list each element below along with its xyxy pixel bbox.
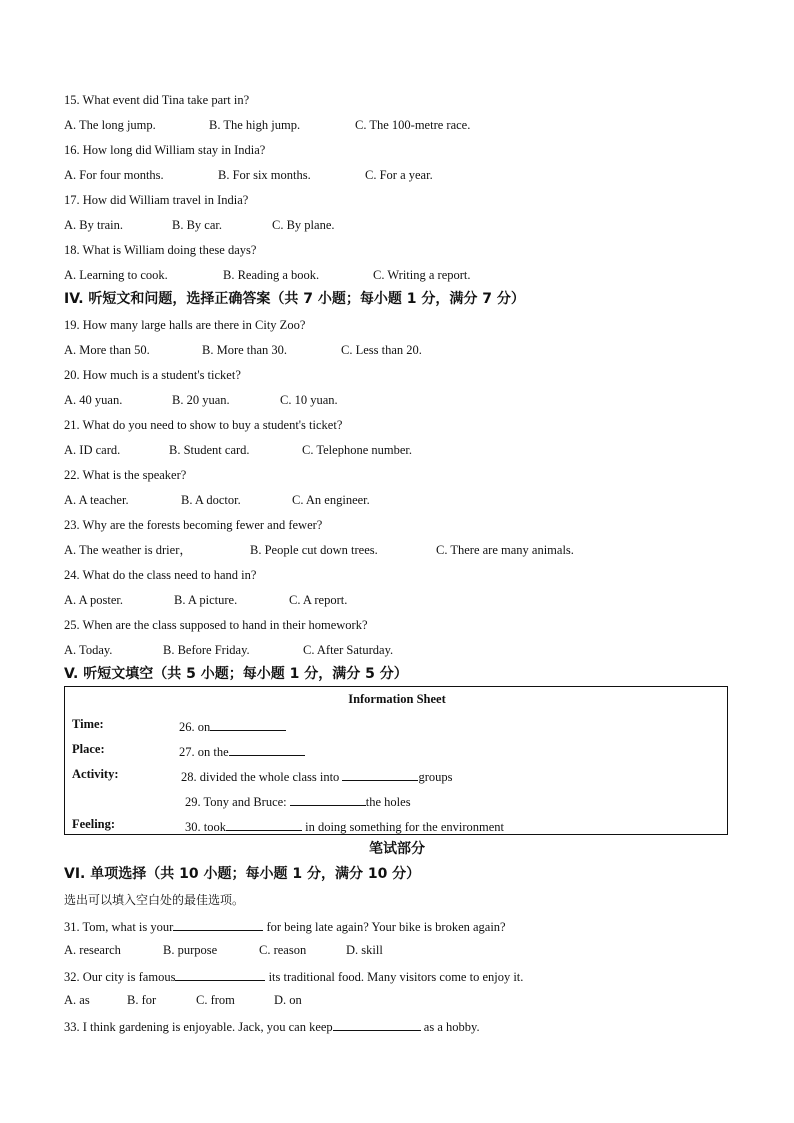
- question-20: 20. How much is a student's ticket?: [64, 368, 241, 382]
- blank-32[interactable]: [175, 967, 265, 981]
- option-20b: B. 20 yuan.: [172, 393, 230, 407]
- question-33-text: 33. I think gardening is enjoyable. Jack, you can keep: [64, 1020, 333, 1034]
- option-16b: B. For six months.: [218, 168, 311, 182]
- option-31d: D. skill: [346, 943, 383, 957]
- section-6-instruction: 选出可以填入空白处的最佳选项。: [64, 893, 245, 907]
- information-sheet: [64, 686, 728, 835]
- question-15: 15. What event did Tina take part in?: [64, 93, 250, 107]
- item-29-suffix: the holes: [365, 795, 411, 809]
- option-21c: C. Telephone number.: [302, 443, 412, 457]
- blank-29[interactable]: [290, 792, 366, 806]
- option-17c: C. By plane.: [272, 218, 335, 232]
- question-33-suffix: as a hobby.: [420, 1020, 480, 1034]
- item-28-suffix: groups: [418, 770, 453, 784]
- section-4-heading: IV. 听短文和问题，选择正确答案（共 7 小题；每小题 1 分，满分 7 分）: [64, 291, 525, 307]
- section-6-heading: VI. 单项选择（共 10 小题；每小题 1 分，满分 10 分）: [64, 866, 421, 882]
- option-17b: B. By car.: [172, 218, 222, 232]
- option-15c: C. The 100-metre race.: [355, 118, 471, 132]
- question-23: 23. Why are the forests becoming fewer and fewer?: [64, 518, 323, 532]
- option-32c: C. from: [196, 993, 235, 1007]
- option-22a: A. A teacher.: [64, 493, 129, 507]
- question-22: 22. What is the speaker?: [64, 468, 187, 482]
- option-23c: C. There are many animals.: [436, 543, 574, 557]
- question-17: 17. How did William travel in India?: [64, 193, 249, 207]
- option-21b: B. Student card.: [169, 443, 250, 457]
- question-33: [64, 1017, 480, 1035]
- option-18b: B. Reading a book.: [223, 268, 320, 282]
- option-32a: A. as: [64, 993, 90, 1007]
- option-22b: B. A doctor.: [181, 493, 241, 507]
- question-31-suffix: for being late again? Your bike is broken again?: [263, 920, 506, 934]
- option-31a: A. research: [64, 943, 121, 957]
- option-20a: A. 40 yuan.: [64, 393, 123, 407]
- option-25c: C. After Saturday.: [303, 643, 394, 657]
- question-19: 19. How many large halls are there in City Zoo?: [64, 318, 306, 332]
- item-30-text: 30. took: [185, 820, 226, 834]
- label-feeling: Feeling:: [72, 817, 116, 831]
- blank-26[interactable]: [210, 717, 286, 731]
- option-24a: A. A poster.: [64, 593, 124, 607]
- blank-28[interactable]: [342, 767, 418, 781]
- item-28: [181, 767, 452, 785]
- option-31c: C. reason: [259, 943, 307, 957]
- question-31: [64, 917, 506, 935]
- item-29: [185, 792, 411, 810]
- option-19b: B. More than 30.: [202, 343, 288, 357]
- question-32-text: 32. Our city is famous: [64, 970, 176, 984]
- label-time: Time:: [72, 717, 104, 731]
- item-26: [179, 717, 286, 735]
- option-16a: A. For four months.: [64, 168, 164, 182]
- question-32: [64, 967, 523, 985]
- question-16: 16. How long did William stay in India?: [64, 143, 266, 157]
- section-5-heading: V. 听短文填空（共 5 小题；每小题 1 分，满分 5 分）: [64, 666, 408, 682]
- option-25a: A. Today.: [64, 643, 113, 657]
- option-20c: C. 10 yuan.: [280, 393, 338, 407]
- option-24b: B. A picture.: [174, 593, 238, 607]
- option-22c: C. An engineer.: [292, 493, 370, 507]
- item-27: [179, 742, 305, 760]
- question-32-suffix: its traditional food. Many visitors come to enjoy it.: [265, 970, 524, 984]
- option-17a: A. By train.: [64, 218, 124, 232]
- option-23a: A. The weather is drier，: [64, 543, 192, 557]
- option-18a: A. Learning to cook.: [64, 268, 168, 282]
- blank-30[interactable]: [226, 817, 302, 831]
- option-32d: D. on: [274, 993, 302, 1007]
- question-18: 18. What is William doing these days?: [64, 243, 257, 257]
- option-15a: A. The long jump.: [64, 118, 156, 132]
- item-30-suffix: in doing something for the environment: [301, 820, 505, 834]
- label-activity: Activity:: [72, 767, 119, 781]
- option-18c: C. Writing a report.: [373, 268, 471, 282]
- option-15b: B. The high jump.: [209, 118, 301, 132]
- label-place: Place:: [72, 742, 105, 756]
- option-19a: A. More than 50.: [64, 343, 150, 357]
- question-25: 25. When are the class supposed to hand in their homework?: [64, 618, 368, 632]
- option-23b: B. People cut down trees.: [250, 543, 378, 557]
- blank-31[interactable]: [173, 917, 263, 931]
- item-27-text: 27. on the: [179, 745, 229, 759]
- question-31-text: 31. Tom, what is your: [64, 920, 174, 934]
- option-25b: B. Before Friday.: [163, 643, 250, 657]
- item-29-text: 29. Tony and Bruce:: [185, 795, 290, 809]
- information-sheet-title: Information Sheet: [348, 692, 446, 706]
- option-19c: C. Less than 20.: [341, 343, 422, 357]
- option-21a: A. ID card.: [64, 443, 121, 457]
- option-32b: B. for: [127, 993, 157, 1007]
- option-31b: B. purpose: [163, 943, 218, 957]
- question-24: 24. What do the class need to hand in?: [64, 568, 257, 582]
- option-16c: C. For a year.: [365, 168, 433, 182]
- item-30: [185, 817, 504, 835]
- blank-33[interactable]: [333, 1017, 421, 1031]
- item-26-text: 26. on: [179, 720, 211, 734]
- question-21: 21. What do you need to show to buy a student's ticket?: [64, 418, 343, 432]
- option-24c: C. A report.: [289, 593, 348, 607]
- blank-27[interactable]: [229, 742, 305, 756]
- item-28-text: 28. divided the whole class into: [181, 770, 343, 784]
- written-part-heading: 笔试部分: [369, 841, 425, 857]
